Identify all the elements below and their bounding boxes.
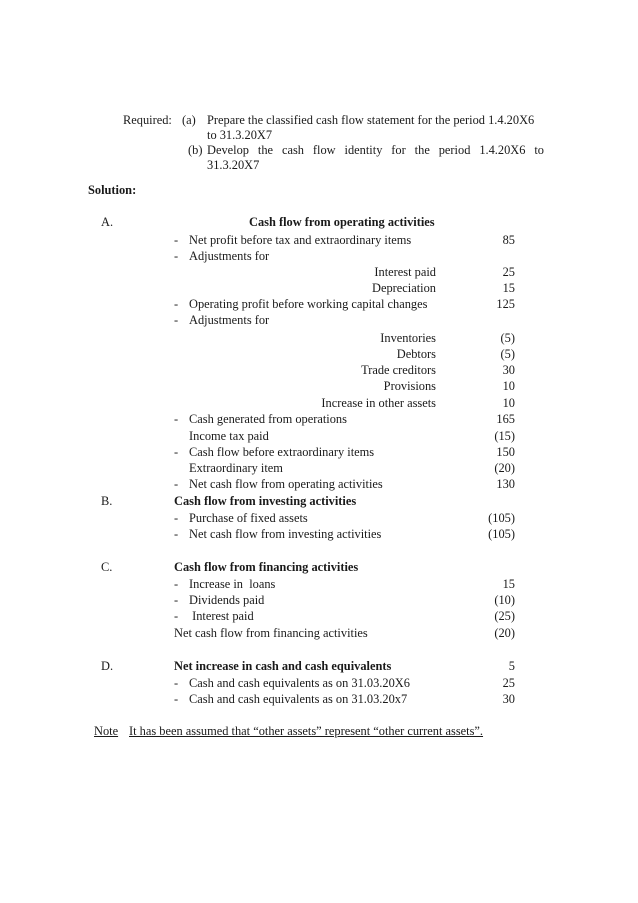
required-a-line1: Prepare the classified cash flow statement for the period 1.4.20X6 xyxy=(207,113,535,127)
section-c-title: Cash flow from financing activities xyxy=(174,560,359,574)
row-label: Provisions xyxy=(383,379,436,393)
row-dash: - xyxy=(174,233,179,247)
row-value: (10) xyxy=(494,593,515,607)
row-value: 85 xyxy=(502,233,515,247)
row-value: 125 xyxy=(496,297,515,311)
row-label: Increase in other assets xyxy=(321,396,436,410)
required-b-marker: (b) xyxy=(188,143,203,157)
row-dash: - xyxy=(174,511,179,525)
row-value: (20) xyxy=(494,626,515,640)
row-value: (5) xyxy=(500,331,515,345)
note-text: It has been assumed that “other assets” represent “other current assets”. xyxy=(129,724,484,738)
row-value: 30 xyxy=(502,692,515,706)
row-label: Cash generated from operations xyxy=(189,412,347,426)
row-label: Debtors xyxy=(396,347,436,361)
row-dash: - xyxy=(174,527,179,541)
required-b-line2: 31.3.20X7 xyxy=(207,158,260,172)
row-label: Cash and cash equivalents as on 31.03.20X6 xyxy=(189,676,410,690)
row-label: Cash flow before extraordinary items xyxy=(189,445,375,459)
section-d-title: Net increase in cash and cash equivalents xyxy=(174,659,392,673)
section-a-title: Cash flow from operating activities xyxy=(249,215,435,229)
required-a-line2: to 31.3.20X7 xyxy=(207,128,273,142)
row-value: 10 xyxy=(502,396,515,410)
row-label: Depreciation xyxy=(372,281,436,295)
row-label: Income tax paid xyxy=(189,429,269,443)
row-value: (5) xyxy=(500,347,515,361)
row-value: 130 xyxy=(496,477,515,491)
row-value: (105) xyxy=(488,511,515,525)
row-value: 30 xyxy=(502,363,515,377)
row-value: (20) xyxy=(494,461,515,475)
row-label: Interest paid xyxy=(374,265,436,279)
row-dash: - xyxy=(174,249,179,263)
row-label: Net cash flow from financing activities xyxy=(174,626,368,640)
row-label: Increase in loans xyxy=(189,577,276,591)
row-label: Dividends paid xyxy=(189,593,265,607)
row-value: (105) xyxy=(488,527,515,541)
row-dash: - xyxy=(174,676,179,690)
row-dash: - xyxy=(174,593,179,607)
row-label: Cash and cash equivalents as on 31.03.20x7 xyxy=(189,692,408,706)
section-d-letter: D. xyxy=(101,659,114,673)
row-value: 150 xyxy=(496,445,515,459)
row-value: 25 xyxy=(502,676,515,690)
row-dash: - xyxy=(174,577,179,591)
row-dash: - xyxy=(174,313,179,327)
row-value: 15 xyxy=(502,577,515,591)
row-label: Purchase of fixed assets xyxy=(189,511,308,525)
section-a-letter: A. xyxy=(101,215,114,229)
row-label: Trade creditors xyxy=(361,363,436,377)
row-dash: - xyxy=(174,297,179,311)
row-label: Extraordinary item xyxy=(189,461,283,475)
row-dash: - xyxy=(174,692,179,706)
row-dash: - xyxy=(174,477,179,491)
row-dash: - xyxy=(174,609,179,623)
row-value: 15 xyxy=(502,281,515,295)
section-b-letter: B. xyxy=(101,494,113,508)
section-b-title: Cash flow from investing activities xyxy=(174,494,357,508)
row-label: Net cash flow from investing activities xyxy=(189,527,382,541)
row-label: Net cash flow from operating activities xyxy=(189,477,383,491)
row-value: (15) xyxy=(494,429,515,443)
required-label: Required: xyxy=(123,113,172,127)
row-value: 25 xyxy=(502,265,515,279)
row-dash: - xyxy=(174,412,179,426)
row-value: 165 xyxy=(496,412,515,426)
section-d-title-value: 5 xyxy=(508,659,515,673)
required-b-line1: Develop the cash flow identity for the period 1.4.20X6 to xyxy=(207,143,544,157)
row-label: Adjustments for xyxy=(189,313,270,327)
row-label: Inventories xyxy=(380,331,436,345)
row-value: 10 xyxy=(502,379,515,393)
row-label: Operating profit before working capital changes xyxy=(189,297,428,311)
solution-heading: Solution: xyxy=(88,183,137,197)
note-label: Note xyxy=(94,724,119,738)
required-a-marker: (a) xyxy=(182,113,196,127)
row-label: Adjustments for xyxy=(189,249,270,263)
row-label: Net profit before tax and extraordinary items xyxy=(189,233,412,247)
section-c-letter: C. xyxy=(101,560,113,574)
row-value: (25) xyxy=(494,609,515,623)
row-label: Interest paid xyxy=(189,609,254,623)
row-dash: - xyxy=(174,445,179,459)
